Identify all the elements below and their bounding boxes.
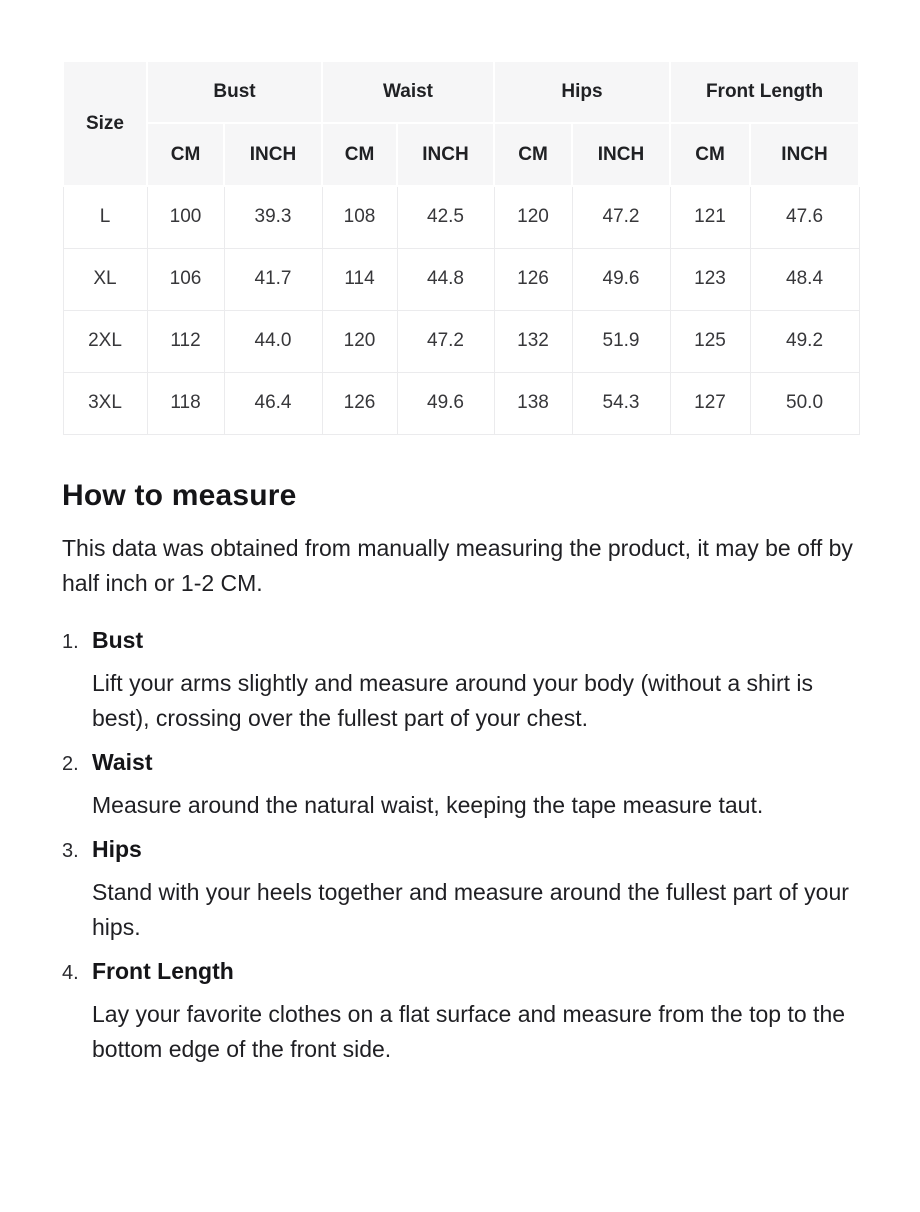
step-title: Waist [92,748,153,775]
size-cell: 3XL [63,372,147,434]
measurement-cell: 127 [670,372,750,434]
step-title: Front Length [92,957,234,984]
step-head [62,627,858,654]
measurement-cell: 48.4 [750,248,859,310]
table-group-header-row [63,61,859,123]
measurement-cell: 114 [322,248,397,310]
measurement-cell: 46.4 [224,372,322,434]
unit-header-cm: CM [147,123,224,186]
group-header-hips: Hips [494,61,670,123]
measure-step-bust [62,627,858,736]
table-row-3xl [63,372,859,434]
measurement-cell: 121 [670,186,750,248]
measurement-cell: 39.3 [224,186,322,248]
measurement-cell: 44.8 [397,248,494,310]
group-header-waist: Waist [322,61,494,123]
step-description: Measure around the natural waist, keeping the tape measure taut. [92,791,764,818]
step-title: Bust [92,626,144,653]
table-row-xl [63,248,859,310]
measurement-cell: 49.2 [750,310,859,372]
step-head [62,958,858,985]
measurement-cell: 47.2 [397,310,494,372]
measurement-cell: 126 [494,248,572,310]
step-description: Stand with your heels together and measure around the fullest part of your hips. [92,878,849,940]
measure-steps-list [62,627,858,1067]
measurement-cell: 50.0 [750,372,859,434]
measurement-cell: 51.9 [572,310,670,372]
step-number: 2. [62,752,79,775]
step-number: 3. [62,839,79,862]
unit-header-cm: CM [322,123,397,186]
measurement-cell: 47.2 [572,186,670,248]
measurement-cell: 44.0 [224,310,322,372]
measurement-cell: 126 [322,372,397,434]
measurement-cell: 123 [670,248,750,310]
step-head [62,836,858,863]
unit-header-inch: INCH [224,123,322,186]
measure-step-hips [62,836,858,945]
measurement-cell: 138 [494,372,572,434]
step-head [62,749,858,776]
measurement-cell: 49.6 [397,372,494,434]
measurement-cell: 47.6 [750,186,859,248]
step-number: 4. [62,961,79,984]
measurement-cell: 106 [147,248,224,310]
measurement-cell: 112 [147,310,224,372]
measurement-cell: 120 [322,310,397,372]
measurement-cell: 120 [494,186,572,248]
how-to-measure-intro: This data was obtained from manually measuring the product, it may be off by half inch or 1-2 CM. [62,534,853,596]
table-unit-header-row [63,123,859,186]
measurement-cell: 108 [322,186,397,248]
group-header-front-length: Front Length [670,61,859,123]
measurement-cell: 118 [147,372,224,434]
size-chart-table [62,60,860,435]
measurement-cell: 132 [494,310,572,372]
step-description: Lay your favorite clothes on a flat surface and measure from the top to the bottom edge of the front side. [92,1000,846,1062]
size-column-header: Size [63,61,147,186]
measurement-cell: 54.3 [572,372,670,434]
unit-header-cm: CM [670,123,750,186]
measurement-cell: 125 [670,310,750,372]
unit-header-inch: INCH [397,123,494,186]
measurement-cell: 41.7 [224,248,322,310]
how-to-measure-heading: How to measure [62,478,297,512]
table-row-2xl [63,310,859,372]
unit-header-cm: CM [494,123,572,186]
measurement-cell: 100 [147,186,224,248]
unit-header-inch: INCH [572,123,670,186]
measure-step-front-length [62,958,858,1067]
step-number: 1. [62,630,79,653]
size-cell: L [63,186,147,248]
unit-header-inch: INCH [750,123,859,186]
size-cell: XL [63,248,147,310]
step-description: Lift your arms slightly and measure around your body (without a shirt is best), crossing over the fullest part of your chest. [92,669,813,731]
measurement-cell: 42.5 [397,186,494,248]
size-cell: 2XL [63,310,147,372]
measurement-cell: 49.6 [572,248,670,310]
group-header-bust: Bust [147,61,322,123]
table-row-l [63,186,859,248]
step-title: Hips [92,835,142,862]
measure-step-waist [62,749,858,823]
